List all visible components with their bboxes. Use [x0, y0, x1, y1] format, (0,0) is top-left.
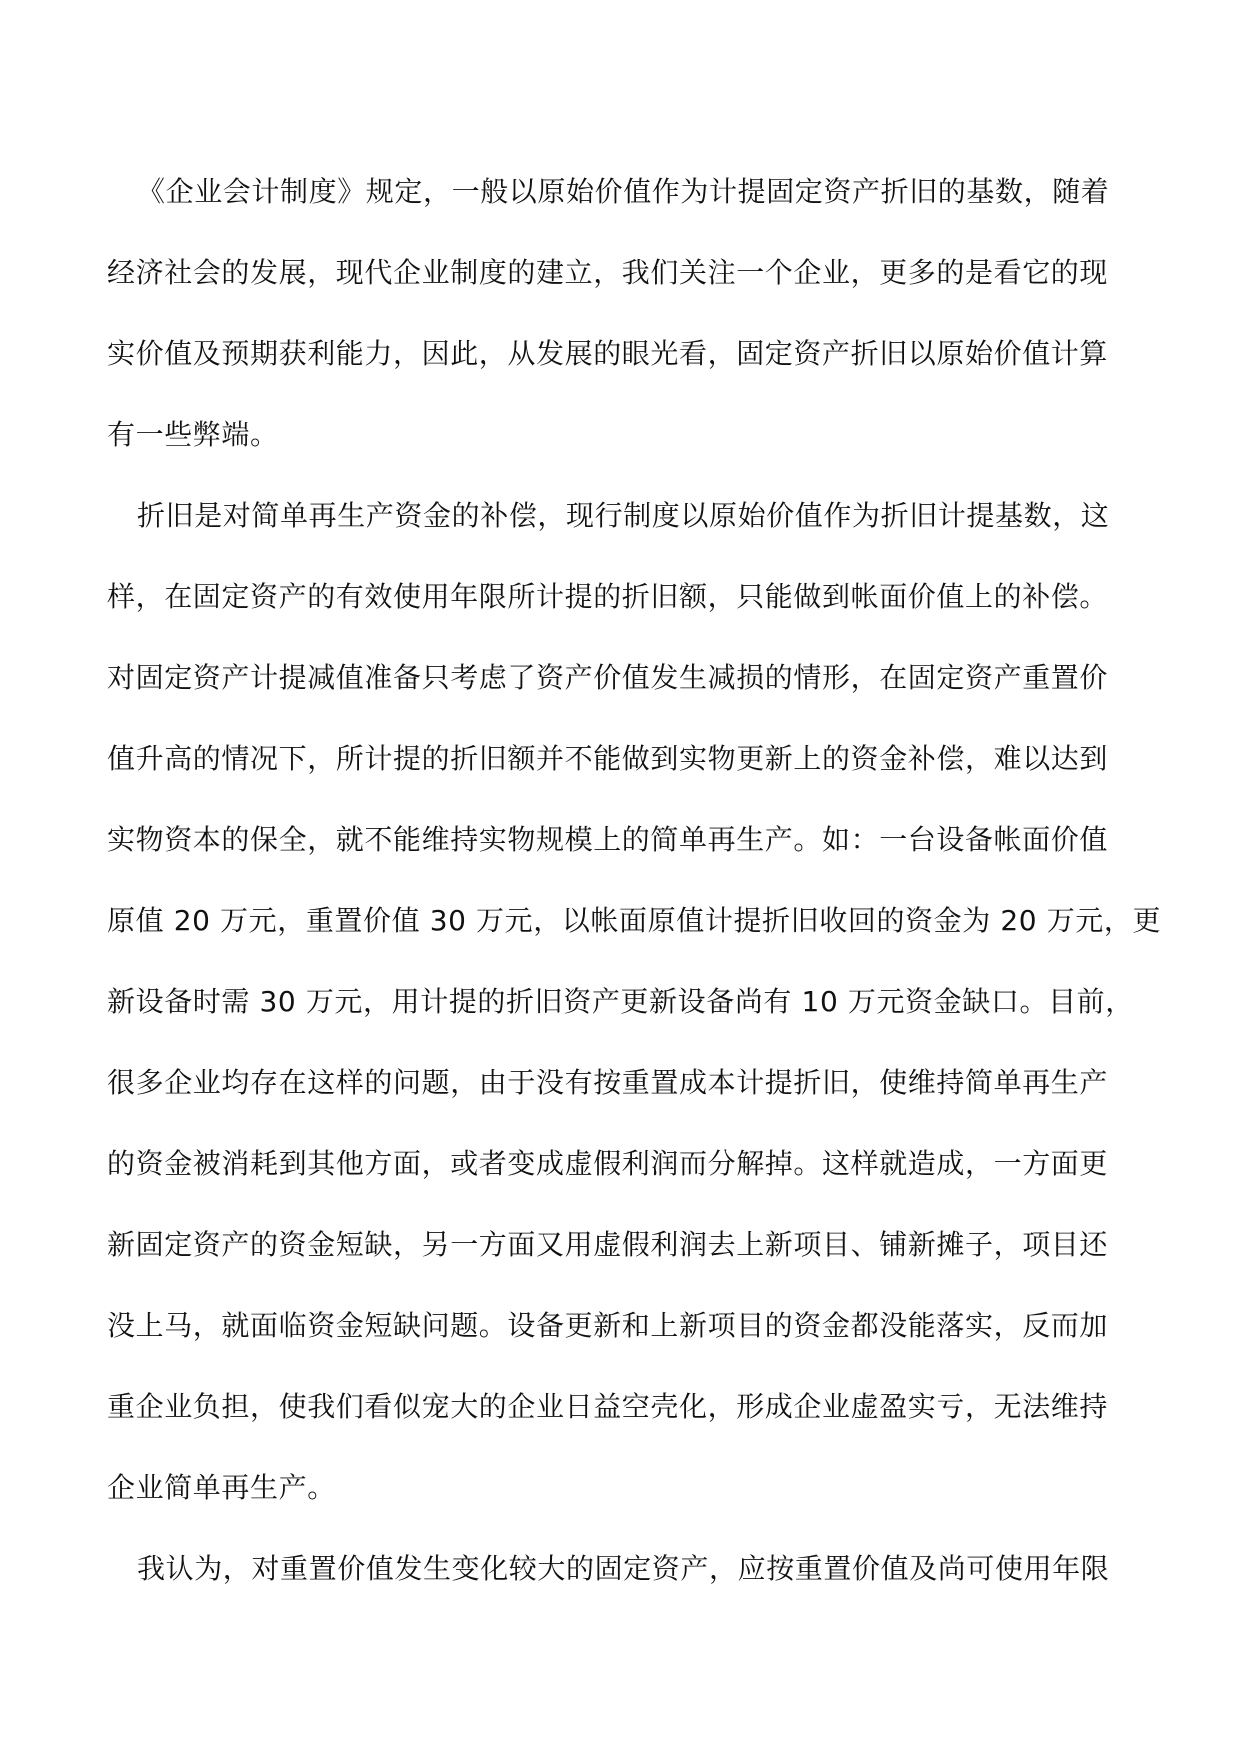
- text-line: 我认为，对重置价值发生变化较大的固定资产，应按重置价值及尚可使用年限: [137, 1552, 1110, 1585]
- text-line: 样，在固定资产的有效使用年限所计提的折旧额，只能做到帐面价值上的补偿。: [107, 580, 1109, 613]
- paragraph-3: [107, 1528, 1137, 1609]
- text-line: 没上马，就面临资金短缺问题。设备更新和上新项目的资金都没能落实，反而加: [107, 1309, 1109, 1342]
- text-line: 的资金被消耗到其他方面，或者变成虚假利润而分解掉。这样就造成，一方面更: [107, 1147, 1109, 1180]
- text-line: 原值 20 万元，重置价值 30 万元，以帐面原值计提折旧收回的资金为 20 万元，更: [107, 904, 1162, 937]
- text-line: 实物资本的保全，就不能维持实物规模上的简单再生产。如：一台设备帐面价值: [107, 823, 1109, 856]
- text-line: 实价值及预期获利能力，因此，从发展的眼光看，固定资产折旧以原始价值计算: [107, 337, 1109, 370]
- text-line: 新固定资产的资金短缺，另一方面又用虚假利润去上新项目、铺新摊子，项目还: [107, 1228, 1109, 1261]
- text-line: 新设备时需 30 万元，用计提的折旧资产更新设备尚有 10 万元资金缺口。目前，: [107, 985, 1134, 1018]
- text-line: 重企业负担，使我们看似宠大的企业日益空壳化，形成企业虚盈实亏，无法维持: [107, 1390, 1109, 1423]
- text-line: 折旧是对简单再生产资金的补偿，现行制度以原始价值作为折旧计提基数，这: [137, 499, 1110, 532]
- text-line: 很多企业均存在这样的问题，由于没有按重置成本计提折旧，使维持简单再生产: [107, 1066, 1109, 1099]
- text-line: 值升高的情况下，所计提的折旧额并不能做到实物更新上的资金补偿，难以达到: [107, 742, 1109, 775]
- document-body: [107, 151, 1162, 1609]
- text-line: 经济社会的发展，现代企业制度的建立，我们关注一个企业，更多的是看它的现: [107, 256, 1109, 289]
- text-line: 《企业会计制度》规定，一般以原始价值作为计提固定资产折旧的基数，随着: [137, 175, 1110, 208]
- text-line: 企业简单再生产。: [107, 1471, 336, 1504]
- text-line: 有一些弊端。: [107, 418, 279, 451]
- paragraph-1: [107, 151, 1137, 475]
- paragraph-2: [107, 475, 1162, 1528]
- text-line: 对固定资产计提减值准备只考虑了资产价值发生减损的情形，在固定资产重置价: [107, 661, 1109, 694]
